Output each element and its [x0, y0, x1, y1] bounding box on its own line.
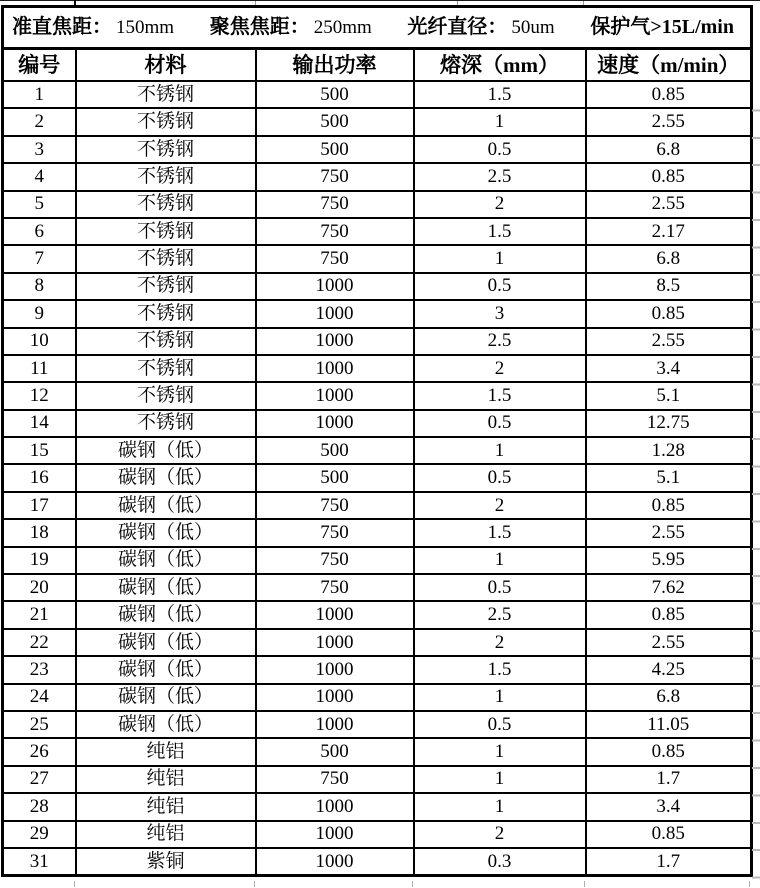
cell-speed: 0.85 [586, 163, 752, 190]
table-row [3, 766, 752, 793]
gridline-stub [584, 881, 585, 887]
cell-depth: 1.5 [414, 382, 586, 409]
cell-material: 碳钢（低） [76, 601, 256, 628]
cell-speed: 4.25 [586, 656, 752, 683]
cell-material: 不锈钢 [76, 300, 256, 327]
cell-number: 6 [3, 218, 76, 245]
table-row [3, 328, 752, 355]
cell-number: 28 [3, 793, 76, 820]
cell-number: 29 [3, 821, 76, 848]
table-row [3, 656, 752, 683]
cell-number: 15 [3, 437, 76, 464]
cell-speed: 5.1 [586, 464, 752, 491]
cell-power: 750 [256, 547, 414, 574]
cell-material: 不锈钢 [76, 273, 256, 300]
cell-power: 500 [256, 738, 414, 765]
cell-power: 500 [256, 108, 414, 135]
cell-power: 1000 [256, 382, 414, 409]
cell-speed: 5.95 [586, 547, 752, 574]
cell-depth: 0.5 [414, 574, 586, 601]
cell-depth: 1 [414, 766, 586, 793]
welding-parameters-table [1, 5, 753, 877]
cell-material: 不锈钢 [76, 355, 256, 382]
meta-header-cell [3, 7, 752, 49]
cell-number: 23 [3, 656, 76, 683]
meta-value: 150mm [116, 17, 175, 38]
table-row [3, 245, 752, 272]
cell-speed: 3.4 [586, 355, 752, 382]
cell-number: 9 [3, 300, 76, 327]
cell-depth: 1.5 [414, 81, 586, 108]
cell-number: 12 [3, 382, 76, 409]
table-row [3, 601, 752, 628]
cell-power: 1000 [256, 711, 414, 738]
cell-power: 1000 [256, 355, 414, 382]
cell-material: 碳钢（低） [76, 629, 256, 656]
cell-number: 26 [3, 738, 76, 765]
cell-material: 不锈钢 [76, 328, 256, 355]
cell-power: 1000 [256, 629, 414, 656]
cell-depth: 2 [414, 191, 586, 218]
cell-speed: 6.8 [586, 136, 752, 163]
meta-label: 保护气>15L/min [590, 16, 734, 38]
table-row [3, 355, 752, 382]
cell-depth: 1 [414, 738, 586, 765]
cell-power: 1000 [256, 793, 414, 820]
cell-number: 5 [3, 191, 76, 218]
cell-speed: 2.17 [586, 218, 752, 245]
cell-number: 16 [3, 464, 76, 491]
cell-depth: 2.5 [414, 601, 586, 628]
cell-material: 纯铝 [76, 766, 256, 793]
cell-number: 2 [3, 108, 76, 135]
cell-power: 1000 [256, 848, 414, 876]
cell-depth: 2 [414, 629, 586, 656]
cell-depth: 1 [414, 108, 586, 135]
cell-speed: 0.85 [586, 492, 752, 519]
meta-value: 50um [511, 17, 555, 38]
cell-material: 碳钢（低） [76, 574, 256, 601]
cell-number: 18 [3, 519, 76, 546]
meta-fiber-diameter [407, 17, 554, 38]
cell-material: 不锈钢 [76, 382, 256, 409]
cell-speed: 1.7 [586, 848, 752, 876]
cell-power: 750 [256, 191, 414, 218]
cell-number: 4 [3, 163, 76, 190]
cell-power: 750 [256, 519, 414, 546]
meta-header-row [3, 7, 752, 49]
cell-material: 不锈钢 [76, 81, 256, 108]
cell-power: 750 [256, 574, 414, 601]
table-row [3, 382, 752, 409]
cell-power: 1000 [256, 601, 414, 628]
cell-material: 紫铜 [76, 848, 256, 876]
cell-speed: 7.62 [586, 574, 752, 601]
cell-material: 纯铝 [76, 821, 256, 848]
table-row [3, 492, 752, 519]
cell-number: 7 [3, 245, 76, 272]
cell-power: 500 [256, 464, 414, 491]
table-row [3, 136, 752, 163]
cell-power: 1000 [256, 821, 414, 848]
table-row [3, 218, 752, 245]
cell-speed: 3.4 [586, 793, 752, 820]
meta-value: 250mm [313, 17, 372, 38]
cell-speed: 2.55 [586, 629, 752, 656]
meta-label: 光纤直径： [407, 16, 508, 38]
cell-material: 不锈钢 [76, 136, 256, 163]
gridline-stub [749, 881, 750, 887]
table-row [3, 163, 752, 190]
cell-material: 纯铝 [76, 738, 256, 765]
cell-material: 碳钢（低） [76, 711, 256, 738]
table-row [3, 300, 752, 327]
cell-material: 不锈钢 [76, 410, 256, 437]
cell-speed: 1.7 [586, 766, 752, 793]
table-row [3, 519, 752, 546]
cell-number: 21 [3, 601, 76, 628]
cell-number: 14 [3, 410, 76, 437]
cell-depth: 0.3 [414, 848, 586, 876]
cell-depth: 1.5 [414, 519, 586, 546]
cell-material: 不锈钢 [76, 191, 256, 218]
cell-power: 1000 [256, 410, 414, 437]
col-header-number: 编号 [3, 49, 76, 82]
table-row [3, 108, 752, 135]
cell-power: 500 [256, 81, 414, 108]
cell-number: 20 [3, 574, 76, 601]
meta-items [4, 17, 750, 38]
cell-number: 19 [3, 547, 76, 574]
cell-depth: 0.5 [414, 273, 586, 300]
cell-depth: 1.5 [414, 656, 586, 683]
cell-depth: 0.5 [414, 464, 586, 491]
col-header-material: 材料 [76, 49, 256, 82]
cell-speed: 0.85 [586, 601, 752, 628]
cell-material: 碳钢（低） [76, 437, 256, 464]
cell-power: 1000 [256, 273, 414, 300]
table-row [3, 273, 752, 300]
cell-number: 27 [3, 766, 76, 793]
cell-speed: 11.05 [586, 711, 752, 738]
cell-material: 纯铝 [76, 793, 256, 820]
table-row [3, 547, 752, 574]
cell-speed: 0.85 [586, 738, 752, 765]
cell-power: 1000 [256, 684, 414, 711]
cell-depth: 0.5 [414, 711, 586, 738]
cell-material: 碳钢（低） [76, 519, 256, 546]
table-row [3, 464, 752, 491]
cell-number: 11 [3, 355, 76, 382]
cell-power: 750 [256, 163, 414, 190]
cell-power: 750 [256, 766, 414, 793]
cell-power: 500 [256, 437, 414, 464]
gridline-stub [254, 881, 255, 887]
table-row [3, 81, 752, 108]
cell-depth: 2 [414, 821, 586, 848]
cell-depth: 2 [414, 355, 586, 382]
cell-number: 25 [3, 711, 76, 738]
cell-depth: 0.5 [414, 136, 586, 163]
cell-speed: 8.5 [586, 273, 752, 300]
cell-material: 碳钢（低） [76, 656, 256, 683]
cell-number: 3 [3, 136, 76, 163]
right-gridline-stubs [752, 84, 760, 882]
meta-shield-gas [590, 17, 738, 38]
cell-material: 碳钢（低） [76, 547, 256, 574]
cell-number: 10 [3, 328, 76, 355]
table-row [3, 629, 752, 656]
cell-speed: 6.8 [586, 684, 752, 711]
cell-power: 500 [256, 136, 414, 163]
cell-depth: 0.5 [414, 410, 586, 437]
meta-collimation-focal [12, 17, 174, 38]
cell-speed: 0.85 [586, 821, 752, 848]
table-row [3, 410, 752, 437]
cell-number: 1 [3, 81, 76, 108]
cell-speed: 0.85 [586, 300, 752, 327]
cell-speed: 0.85 [586, 81, 752, 108]
table-row [3, 684, 752, 711]
cell-depth: 1 [414, 245, 586, 272]
top-gridline [0, 0, 760, 1]
gridline-stub [412, 881, 413, 887]
table-row [3, 191, 752, 218]
cell-speed: 6.8 [586, 245, 752, 272]
cell-speed: 12.75 [586, 410, 752, 437]
cell-depth: 1 [414, 684, 586, 711]
table-row [3, 574, 752, 601]
table-row [3, 821, 752, 848]
cell-speed: 2.55 [586, 328, 752, 355]
cell-depth: 1 [414, 437, 586, 464]
cell-number: 24 [3, 684, 76, 711]
cell-material: 不锈钢 [76, 245, 256, 272]
cell-depth: 2.5 [414, 163, 586, 190]
cell-power: 1000 [256, 328, 414, 355]
cell-depth: 2 [414, 492, 586, 519]
cell-depth: 1 [414, 547, 586, 574]
cell-depth: 2.5 [414, 328, 586, 355]
cell-power: 750 [256, 245, 414, 272]
cell-speed: 1.28 [586, 437, 752, 464]
cell-power: 1000 [256, 300, 414, 327]
cell-material: 碳钢（低） [76, 492, 256, 519]
col-header-power: 输出功率 [256, 49, 414, 82]
col-header-speed: 速度（m/min） [586, 49, 752, 82]
cell-number: 31 [3, 848, 76, 876]
cell-depth: 1 [414, 793, 586, 820]
cell-power: 1000 [256, 656, 414, 683]
cell-speed: 2.55 [586, 519, 752, 546]
column-header-row [3, 49, 752, 82]
cell-speed: 5.1 [586, 382, 752, 409]
cell-depth: 1.5 [414, 218, 586, 245]
table-row [3, 848, 752, 876]
table-row [3, 437, 752, 464]
cell-depth: 3 [414, 300, 586, 327]
cell-number: 8 [3, 273, 76, 300]
col-header-depth: 熔深（mm） [414, 49, 586, 82]
meta-label: 聚焦焦距： [209, 16, 310, 38]
cell-material: 碳钢（低） [76, 684, 256, 711]
cell-material: 不锈钢 [76, 218, 256, 245]
cell-material: 不锈钢 [76, 108, 256, 135]
gridline-stub [74, 881, 75, 887]
cell-number: 17 [3, 492, 76, 519]
table-row [3, 793, 752, 820]
cell-speed: 2.55 [586, 108, 752, 135]
cell-power: 750 [256, 218, 414, 245]
cell-power: 750 [256, 492, 414, 519]
meta-focus-focal [210, 17, 372, 38]
cell-material: 碳钢（低） [76, 464, 256, 491]
cell-speed: 2.55 [586, 191, 752, 218]
meta-label: 准直焦距： [12, 16, 112, 38]
table-row [3, 711, 752, 738]
table-row [3, 738, 752, 765]
cell-number: 22 [3, 629, 76, 656]
table-body [3, 81, 752, 876]
cell-material: 不锈钢 [76, 163, 256, 190]
